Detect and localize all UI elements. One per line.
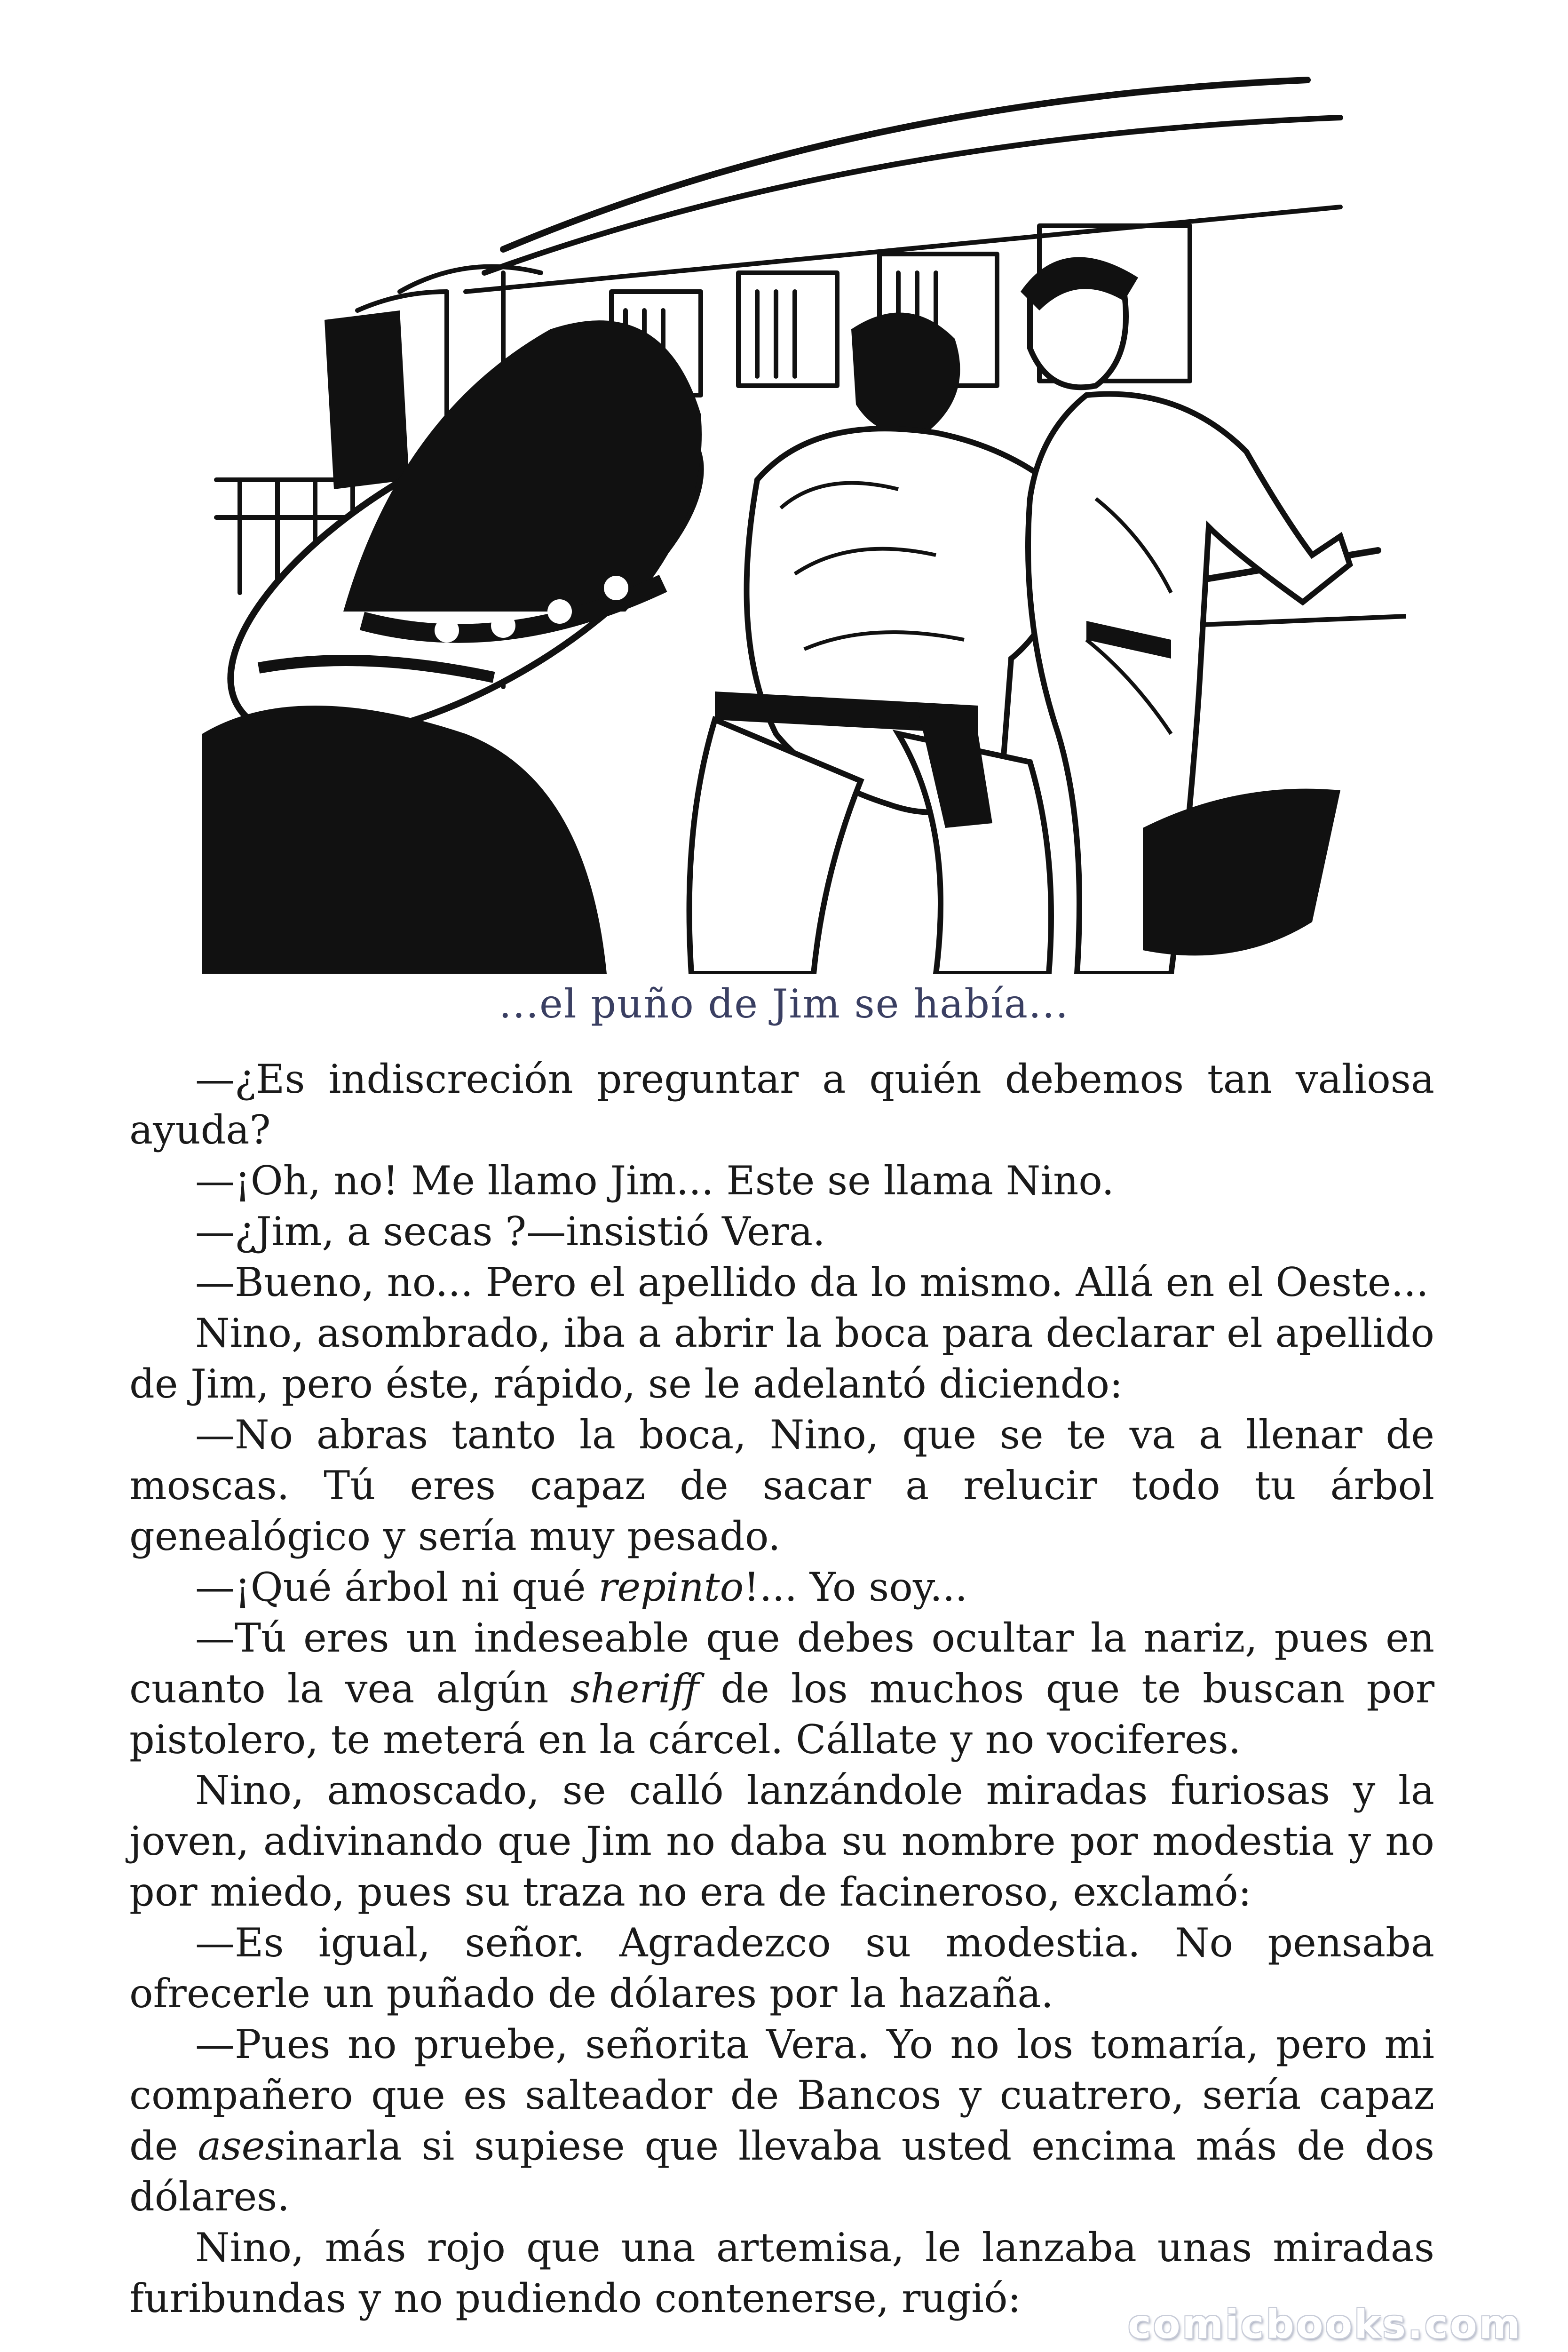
train-fight-illustration <box>202 28 1406 974</box>
paragraph-text: —No abras tanto la boca, Nino, que se te va a llenar de moscas. Tú eres capaz de sacar a relucir todo tu árbol genealógico y sería muy pesado. <box>129 1412 1434 1559</box>
paragraph-text: —¿Jim, a secas ?—insistió Vera. <box>195 1208 825 1255</box>
paragraph-text: —¿Es indiscreción preguntar a quién debemos tan valiosa ayuda? <box>129 1056 1434 1153</box>
paragraph-text: !... Yo soy... <box>744 1564 968 1610</box>
paragraph-text: Nino, más rojo que una artemisa, le lanzaba unas miradas furibundas y no pudiendo contenerse, rugió: <box>129 2225 1434 2321</box>
paragraph <box>129 2019 1434 2222</box>
watermark: comicbooks.com <box>1128 2301 1522 2347</box>
paragraph-text: Nino, asombrado, iba a abrir la boca para declarar el apellido de Jim, pero éste, rápido, se le adelantó diciendo: <box>129 1310 1434 1407</box>
paragraph <box>129 1917 1434 2019</box>
paragraph <box>129 1206 1434 1257</box>
paragraph <box>129 1613 1434 1765</box>
paragraph <box>129 1562 1434 1613</box>
paragraph <box>129 1155 1434 1206</box>
paragraph <box>129 1308 1434 1409</box>
paragraph-text: —¡Qué árbol ni qué <box>195 1564 599 1610</box>
illustration-caption: ...el puño de Jim se había... <box>499 981 1069 1027</box>
paragraph <box>129 1765 1434 1917</box>
paragraph <box>129 1409 1434 1562</box>
paragraph-text: Nino, amoscado, se calló lanzándole miradas furiosas y la joven, adivinando que Jim no daba su nombre por modestia y no por miedo, pues su traza no era de facineroso, exclamó: <box>129 1767 1434 1915</box>
italic-text: repinto <box>598 1564 744 1610</box>
paragraph <box>129 1054 1434 1155</box>
paragraph-text: —Es igual, señor. Agradezco su modestia. No pensaba ofrecerle un puñado de dólares por la hazaña. <box>129 1920 1434 2017</box>
italic-text: ases <box>198 2123 285 2169</box>
paragraph-text: inarla si supiese que llevaba usted encima más de dos dólares. <box>129 2123 1434 2220</box>
paragraph-text: —¡Oh, no! Me llamo Jim... Este se llama Nino. <box>195 1158 1115 1204</box>
paragraph <box>129 1257 1434 1308</box>
story-text <box>129 1054 1434 2324</box>
paragraph-text: —Pues no pruebe, señorita Vera. Yo no los tomaría, pero mi compañero que es salteador de Bancos y cuatrero, sería capaz de <box>129 2021 1434 2169</box>
paragraph-text: de los muchos que te buscan por pistolero, te meterá en la cárcel. Cállate y no vociferes. <box>129 1666 1434 1763</box>
paragraph-text: —Tú eres un indeseable que debes ocultar la nariz, pues en cuanto la vea algún <box>129 1615 1434 1712</box>
paragraph-text: —Bueno, no... Pero el apellido da lo mismo. Allá en el Oeste... <box>195 1259 1429 1305</box>
italic-text: sheriff <box>570 1666 699 1712</box>
